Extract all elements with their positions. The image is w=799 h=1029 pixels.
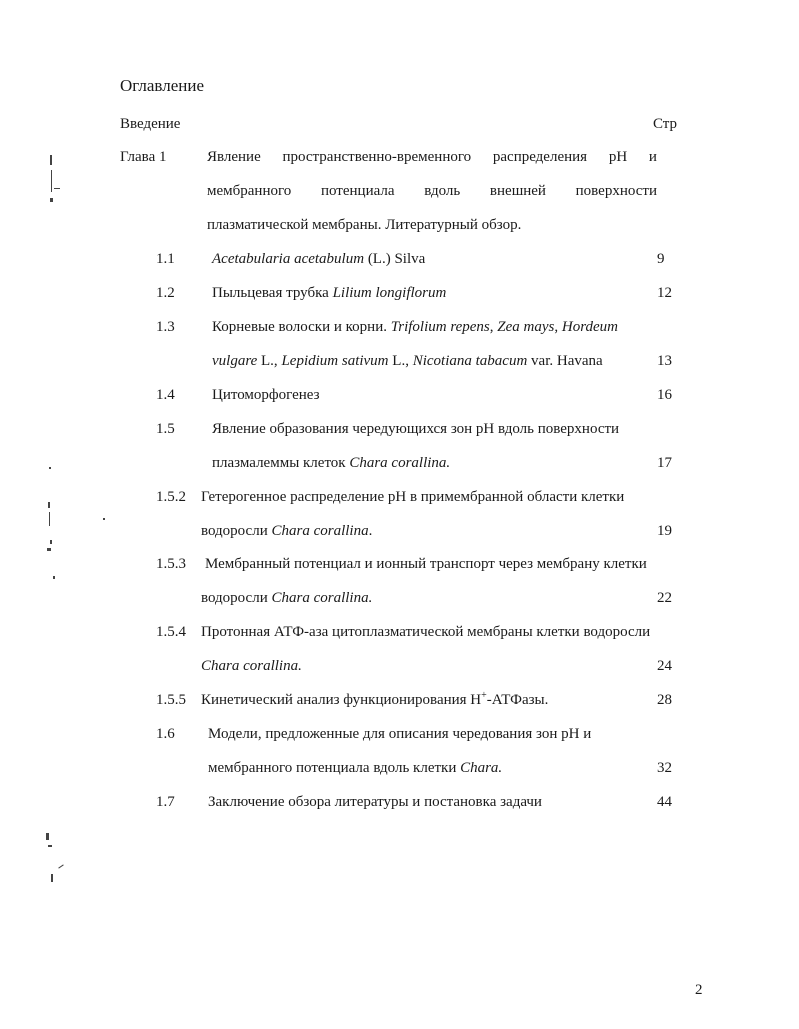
- toc-entry-title: [205, 557, 647, 572]
- toc-entry-number: 1.2: [156, 285, 175, 301]
- text-run: Мембранный потенциал и ионный транспорт через мембрану клетки: [205, 556, 647, 572]
- scan-mark: [103, 518, 105, 520]
- text-run: мембранного потенциала вдоль клетки: [208, 760, 461, 776]
- text-run: Кинетический анализ функционирования H: [201, 692, 482, 708]
- toc-entry-title: [212, 320, 618, 335]
- toc-entry-number: 1.5.2: [156, 489, 186, 505]
- text-run: L.,: [388, 353, 413, 369]
- text-run: (L.) Silva: [364, 251, 426, 267]
- text-run: Acetabularia acetabulum: [212, 251, 365, 267]
- toc-entry-page: 44: [657, 794, 672, 810]
- toc-entry-number: 1.5.5: [156, 692, 186, 708]
- toc-entry-page: 24: [657, 658, 672, 674]
- scan-mark: [50, 155, 52, 165]
- scan-mark: [51, 874, 53, 882]
- page-column-header: Стр: [653, 116, 678, 132]
- text-run: Lilium longiflorum: [332, 285, 447, 301]
- scan-mark: [47, 548, 51, 551]
- toc-entry-title: [201, 690, 549, 708]
- toc-entry-number: 1.6: [156, 726, 175, 742]
- text-run: .: [368, 523, 373, 539]
- text-run: L.,: [257, 353, 282, 369]
- toc-entry-title: [212, 252, 425, 267]
- toc-entry-page: 16: [657, 387, 672, 403]
- chapter-title-line-1: [207, 150, 657, 165]
- chapter-title-word: вдоль: [424, 183, 461, 199]
- toc-entry-title-continued: [201, 659, 302, 674]
- toc-entry-title: [201, 625, 650, 640]
- scan-mark: [58, 864, 63, 868]
- text-run: Hordeum: [561, 319, 618, 335]
- toc-entry-page: 32: [657, 760, 672, 776]
- chapter-title-word: внешней: [489, 183, 546, 199]
- chapter-title-word: pH: [608, 149, 628, 165]
- toc-entry-title: [201, 490, 624, 505]
- page-number: 2: [695, 982, 703, 998]
- toc-entry-title: [212, 422, 619, 437]
- scan-mark: [50, 198, 53, 202]
- toc-entry-number: 1.4: [156, 387, 175, 403]
- text-run: -АТФазы.: [486, 692, 549, 708]
- text-run: Chara corallina.: [349, 455, 451, 471]
- toc-entry-title: [208, 795, 542, 810]
- text-run: Гетерогенное распределение pH в примембранной области клетки: [201, 489, 625, 505]
- scan-mark: [49, 512, 50, 526]
- toc-entry-page: 22: [657, 590, 672, 606]
- text-run: водоросли: [201, 523, 272, 539]
- text-run: var. Havana: [527, 353, 603, 369]
- text-run: Lepidium sativum: [281, 353, 389, 369]
- text-run: Nicotiana tabacum: [412, 353, 528, 369]
- toc-entry-number: 1.7: [156, 794, 175, 810]
- text-run: Trifolium repens: [390, 319, 490, 335]
- toc-entry-page: 12: [657, 285, 672, 301]
- scan-mark: [46, 833, 49, 840]
- scan-mark: [53, 576, 55, 579]
- scan-mark: [51, 170, 52, 192]
- chapter-title-line-2: [207, 184, 657, 199]
- toc-entry-page: 17: [657, 455, 672, 471]
- toc-entry-title: [208, 727, 591, 742]
- text-run: Chara corallina: [271, 523, 369, 539]
- text-run: ,: [554, 319, 562, 335]
- text-run: ,: [489, 319, 498, 335]
- chapter-title-word: потенциала: [320, 183, 395, 199]
- toc-entry-page: 9: [657, 251, 665, 267]
- text-run: vulgare: [212, 353, 258, 369]
- text-run: +: [481, 690, 487, 701]
- chapter-title-word: распределения: [492, 149, 588, 165]
- text-run: Chara corallina.: [201, 658, 302, 674]
- toc-entry-title-continued: [212, 354, 603, 369]
- text-run: Chara.: [460, 760, 503, 776]
- toc-entry-number: 1.1: [156, 251, 175, 267]
- toc-entry-page: 19: [657, 523, 672, 539]
- text-run: Корневые волоски и корни.: [212, 319, 391, 335]
- toc-entry-number: 1.3: [156, 319, 175, 335]
- toc-entry-number: 1.5.3: [156, 556, 186, 572]
- intro-label: Введение: [120, 116, 181, 132]
- scan-mark: [49, 467, 51, 469]
- scan-mark: [50, 540, 52, 544]
- chapter-label: Глава 1: [120, 149, 167, 165]
- toc-entry-title-continued: [201, 524, 372, 539]
- text-run: Пыльцевая трубка: [212, 285, 333, 301]
- chapter-title-line-3: плазматической мембраны. Литературный обзор.: [207, 217, 522, 233]
- text-run: Протонная АТФ-аза цитоплазматической мембраны клетки водоросли: [201, 624, 651, 640]
- text-run: Явление образования чередующихся зон pH вдоль поверхности: [212, 421, 620, 437]
- toc-entry-title-continued: [201, 591, 372, 606]
- text-run: Цитоморфогенез: [212, 387, 320, 403]
- toc-entry-title-continued: [212, 456, 450, 471]
- toc-entry-title: [212, 388, 320, 403]
- chapter-title-word: поверхности: [575, 183, 657, 199]
- text-run: Chara corallina.: [271, 590, 373, 606]
- scan-mark: [48, 502, 50, 508]
- text-run: плазмалеммы клеток: [212, 455, 350, 471]
- page-title: Оглавление: [120, 76, 204, 95]
- text-run: Заключение обзора литературы и постановка задачи: [208, 794, 542, 810]
- chapter-title-word: Явление: [207, 149, 261, 165]
- text-run: Модели, предложенные для описания чередования зон pH и: [208, 726, 592, 742]
- chapter-title-word: мембранного: [207, 183, 292, 199]
- text-run: Zea mays: [497, 319, 555, 335]
- chapter-title-word: пространственно-временного: [282, 149, 472, 165]
- text-run: водоросли: [201, 590, 272, 606]
- scan-mark: [54, 188, 60, 189]
- scan-mark: [48, 845, 52, 847]
- toc-entry-page: 13: [657, 353, 672, 369]
- toc-entry-title-continued: [208, 761, 502, 776]
- toc-entry-number: 1.5.4: [156, 624, 186, 640]
- toc-entry-page: 28: [657, 692, 672, 708]
- toc-entry-title: [212, 286, 446, 301]
- chapter-title-word: и: [648, 149, 657, 165]
- toc-entry-number: 1.5: [156, 421, 175, 437]
